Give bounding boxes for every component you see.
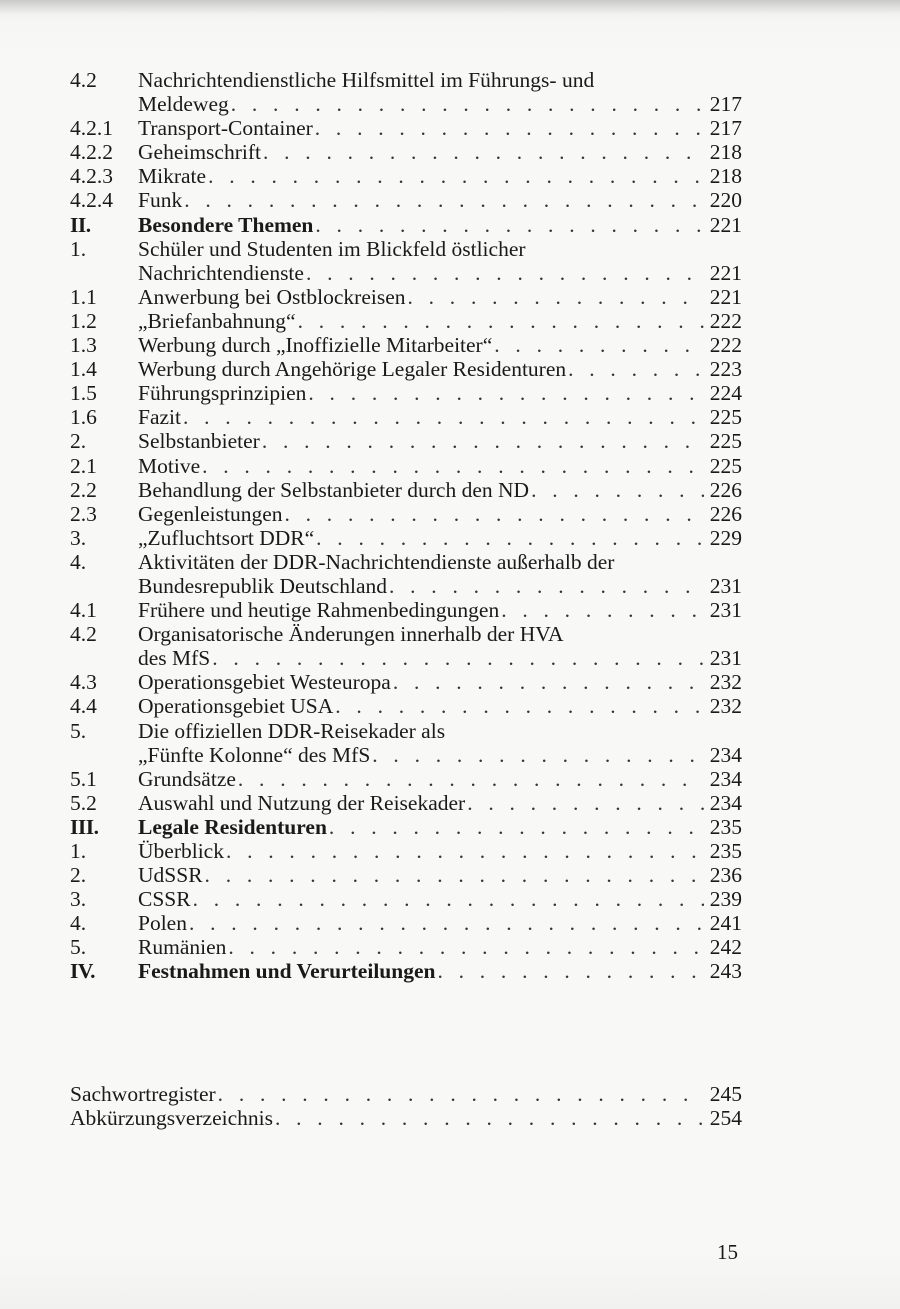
toc-entry-body <box>138 429 742 453</box>
toc-entry-line <box>138 598 742 622</box>
toc-entry-line <box>138 767 742 791</box>
toc-entry-page: 232 <box>709 670 742 695</box>
toc-entry-line <box>138 959 742 983</box>
toc-entry-title: Werbung durch Angehörige Legaler Residenturen <box>138 357 567 382</box>
toc-entry <box>70 429 742 453</box>
toc-entry-body <box>138 959 742 983</box>
toc-entry-title: Behandlung der Selbstanbieter durch den ND <box>138 477 530 502</box>
toc-entry-title: Grundsätze <box>138 766 236 791</box>
toc-entry-line <box>138 550 742 574</box>
dot-leader <box>261 140 704 164</box>
toc-entry-title: Nachrichtendienstliche Hilfsmittel im Führungs- und <box>138 68 595 92</box>
toc-entry-number: 5. <box>70 718 87 743</box>
toc-entry <box>70 863 742 887</box>
toc-entry-line <box>138 405 742 429</box>
toc-entry-line <box>138 261 742 285</box>
toc-entry-page: 234 <box>709 766 742 791</box>
toc-entry-number: 2. <box>70 429 87 454</box>
toc-entry-line <box>138 116 742 140</box>
toc-entry-title: Gegenleistungen <box>138 501 283 526</box>
toc-entry-body <box>138 767 742 791</box>
toc-entry-body <box>138 839 742 863</box>
toc-entry-number: 3. <box>70 525 87 550</box>
appendix-entry <box>70 1082 742 1106</box>
toc-entry-title: Selbstanbieter <box>138 429 260 454</box>
toc-entry-body <box>138 935 742 959</box>
toc-entry-line <box>138 502 742 526</box>
toc-entry-number: 4. <box>70 549 87 574</box>
dot-leader <box>314 526 704 550</box>
toc-entry-body <box>138 285 742 309</box>
toc-entry-body <box>138 887 742 911</box>
toc-entry-body <box>138 68 742 116</box>
dot-leader <box>529 478 704 502</box>
toc-entry <box>70 237 742 285</box>
toc-entry-line <box>138 791 742 815</box>
toc-entry-number: 5.1 <box>70 766 97 791</box>
toc-entry <box>70 68 742 116</box>
toc-entry-number: 1.4 <box>70 357 97 382</box>
toc-entry-page: 221 <box>709 212 742 237</box>
toc-entry-title: Legale Residenturen <box>138 814 327 839</box>
dot-leader <box>260 429 704 453</box>
toc-entry-body <box>138 478 742 502</box>
toc-entry <box>70 502 742 526</box>
toc-entry-body <box>138 213 742 237</box>
toc-entry <box>70 213 742 237</box>
toc-entry-page: 234 <box>709 742 742 767</box>
toc-entry-page: 231 <box>709 646 742 671</box>
dot-leader <box>313 116 704 140</box>
toc-entry-title: „Briefanbahnung“ <box>138 308 296 333</box>
toc-entry-title: „Fünfte Kolonne“ des MfS <box>138 742 371 767</box>
toc-entry-number: 4.2 <box>70 622 97 647</box>
dot-leader <box>492 333 704 357</box>
toc-entry-title: Besondere Themen <box>138 212 314 237</box>
toc-entry-number: 4.1 <box>70 598 97 623</box>
appendix-entry <box>70 1106 742 1130</box>
appendix-page: 254 <box>709 1106 742 1131</box>
toc-entry <box>70 791 742 815</box>
toc-entry <box>70 767 742 791</box>
toc-entry-number: 2.3 <box>70 501 97 526</box>
toc-entry-title: Rumänien <box>138 935 227 960</box>
toc-entry-title: des MfS <box>138 646 211 671</box>
toc-entry <box>70 935 742 959</box>
toc-entry-number: 1.3 <box>70 333 97 358</box>
toc-entry-page: 221 <box>709 284 742 309</box>
dot-leader <box>224 839 704 863</box>
dot-leader <box>499 598 704 622</box>
toc-entry-title: Anwerbung bei Ostblockreisen <box>138 284 406 309</box>
dot-leader <box>182 188 704 212</box>
appendix-list <box>70 1082 742 1130</box>
toc-entry-title: Fazit <box>138 405 181 430</box>
toc-entry <box>70 887 742 911</box>
toc-entry <box>70 598 742 622</box>
toc-entry-number: 4.3 <box>70 670 97 695</box>
toc-entry-body <box>138 381 742 405</box>
toc-entry-page: 235 <box>709 839 742 863</box>
appendix-line <box>70 1082 742 1106</box>
toc-entry-number: 2. <box>70 863 87 888</box>
toc-entry <box>70 839 742 863</box>
toc-entry-page: 218 <box>709 164 742 189</box>
toc-entry <box>70 164 742 188</box>
toc-entry-line <box>138 357 742 381</box>
toc-entry <box>70 959 742 983</box>
toc-entry <box>70 333 742 357</box>
page-number: 15 <box>717 1240 738 1264</box>
toc-entry-line <box>138 911 742 935</box>
toc-entry-number: 4.2.1 <box>70 116 113 141</box>
toc-entry-line <box>138 213 742 237</box>
toc-entry-number: 1.1 <box>70 284 97 309</box>
toc-entry-number: 1.5 <box>70 381 97 406</box>
toc-entry-page: 226 <box>709 501 742 526</box>
toc-entry-body <box>138 188 742 212</box>
toc-entry <box>70 478 742 502</box>
dot-leader <box>191 887 704 911</box>
table-of-contents <box>70 68 742 984</box>
toc-entry-title: „Zufluchtsort DDR“ <box>138 525 315 550</box>
toc-entry-number: 1. <box>70 839 87 863</box>
toc-entry <box>70 285 742 309</box>
dot-leader <box>200 454 704 478</box>
toc-entry-number: 4.2.4 <box>70 188 113 213</box>
toc-entry-line <box>138 622 742 646</box>
dot-leader <box>187 911 704 935</box>
toc-entry-number: 4.2 <box>70 68 97 92</box>
toc-entry-number: 1. <box>70 236 87 261</box>
toc-entry-number: 2.1 <box>70 453 97 478</box>
toc-entry-page: 225 <box>709 405 742 430</box>
scan-edge <box>0 0 900 14</box>
toc-entry-page: 226 <box>709 477 742 502</box>
toc-entry <box>70 381 742 405</box>
dot-leader <box>210 646 704 670</box>
toc-entry-title: UdSSR <box>138 863 203 888</box>
toc-entry-number: 2.2 <box>70 477 97 502</box>
dot-leader <box>333 694 704 718</box>
toc-entry-title: Auswahl und Nutzung der Reisekader <box>138 790 466 815</box>
dot-leader <box>203 863 704 887</box>
toc-entry-number: III. <box>70 814 99 839</box>
dot-leader <box>306 381 704 405</box>
toc-entry-body <box>138 719 742 767</box>
dot-leader <box>566 357 704 381</box>
toc-entry-page: 239 <box>709 887 742 912</box>
toc-entry-title: Führungsprinzipien <box>138 381 307 406</box>
toc-entry-number: 4. <box>70 911 87 936</box>
toc-entry-line <box>138 429 742 453</box>
toc-entry-line <box>138 935 742 959</box>
toc-entry-body <box>138 237 742 285</box>
toc-entry-page: 243 <box>709 959 742 984</box>
dot-leader <box>206 164 704 188</box>
toc-entry-number: 1.6 <box>70 405 97 430</box>
toc-entry-page: 241 <box>709 911 742 936</box>
toc-entry-number: IV. <box>70 959 95 984</box>
toc-entry-line <box>138 887 742 911</box>
toc-entry-page: 222 <box>709 333 742 358</box>
toc-entry-body <box>138 598 742 622</box>
toc-entry-title: Frühere und heutige Rahmenbedingungen <box>138 598 500 623</box>
toc-entry <box>70 116 742 140</box>
toc-entry <box>70 550 742 598</box>
dot-leader <box>370 743 704 767</box>
toc-entry-line <box>138 309 742 333</box>
toc-entry-number: 3. <box>70 887 87 912</box>
appendix-title: Abkürzungsverzeichnis <box>70 1106 273 1131</box>
toc-entry-title: Aktivitäten der DDR-Nachrichtendienste außerhalb der <box>138 549 615 574</box>
toc-entry-title: Meldeweg <box>138 92 229 117</box>
toc-entry-line <box>138 815 742 839</box>
toc-entry-title: Organisatorische Änderungen innerhalb der HVA <box>138 622 564 647</box>
toc-entry-page: 221 <box>709 260 742 285</box>
dot-leader <box>216 1082 704 1106</box>
toc-entry-page: 235 <box>709 814 742 839</box>
toc-entry <box>70 357 742 381</box>
toc-entry-line <box>138 526 742 550</box>
toc-entry-title: Funk <box>138 188 183 213</box>
toc-entry-line <box>138 285 742 309</box>
toc-entry-line <box>138 839 742 863</box>
toc-entry-title: Motive <box>138 453 201 478</box>
toc-entry-title: Transport-Container <box>138 116 313 141</box>
toc-entry <box>70 526 742 550</box>
toc-entry-number: 4.2.3 <box>70 164 113 189</box>
toc-entry-page: 229 <box>709 525 742 550</box>
toc-entry-body <box>138 911 742 935</box>
dot-leader <box>229 92 704 116</box>
toc-entry-line <box>138 333 742 357</box>
toc-entry <box>70 454 742 478</box>
dot-leader <box>304 261 704 285</box>
toc-entry-page: 218 <box>709 140 742 165</box>
toc-entry-line <box>138 381 742 405</box>
toc-entry-line <box>138 863 742 887</box>
dot-leader <box>387 574 704 598</box>
toc-entry-page: 217 <box>709 92 742 117</box>
toc-entry-page: 242 <box>709 935 742 960</box>
dot-leader <box>236 767 704 791</box>
toc-entry-body <box>138 815 742 839</box>
toc-entry-title: Geheimschrift <box>138 140 261 165</box>
toc-entry-title: Werbung durch „Inoffizielle Mitarbeiter“ <box>138 333 493 358</box>
dot-leader <box>181 405 704 429</box>
toc-entry-body <box>138 164 742 188</box>
toc-entry-page: 234 <box>709 790 742 815</box>
toc-entry-page: 224 <box>709 381 742 406</box>
toc-entry-title: Überblick <box>138 839 224 863</box>
toc-entry-title: Festnahmen und Verurteilungen <box>138 959 436 984</box>
toc-entry-body <box>138 405 742 429</box>
toc-entry-number: 5.2 <box>70 790 97 815</box>
toc-entry-body <box>138 791 742 815</box>
toc-entry-body <box>138 454 742 478</box>
toc-entry-body <box>138 550 742 598</box>
dot-leader <box>406 285 705 309</box>
toc-entry-body <box>138 357 742 381</box>
appendix-line <box>70 1106 742 1130</box>
toc-entry-line <box>138 646 742 670</box>
toc-entry-body <box>138 309 742 333</box>
toc-entry-title: CSSR <box>138 887 191 912</box>
toc-entry-title: Die offiziellen DDR-Reisekader als <box>138 718 446 743</box>
toc-entry-body <box>138 863 742 887</box>
dot-leader <box>391 670 704 694</box>
toc-entry-number: 4.4 <box>70 694 97 719</box>
toc-entry-line <box>138 140 742 164</box>
toc-entry <box>70 405 742 429</box>
toc-entry <box>70 622 742 670</box>
toc-entry-body <box>138 526 742 550</box>
toc-entry-body <box>138 670 742 694</box>
toc-entry-title: Operationsgebiet Westeuropa <box>138 670 391 695</box>
appendix-title: Sachwortregister <box>70 1082 216 1106</box>
toc-entry <box>70 719 742 767</box>
dot-leader <box>327 815 704 839</box>
toc-entry <box>70 309 742 333</box>
toc-entry-line <box>138 694 742 718</box>
toc-entry-page: 231 <box>709 598 742 623</box>
toc-entry-body <box>138 622 742 670</box>
toc-entry-line <box>138 68 742 92</box>
toc-entry-page: 231 <box>709 573 742 598</box>
toc-entry-title: Polen <box>138 911 187 936</box>
toc-entry <box>70 694 742 718</box>
appendix-page: 245 <box>709 1082 742 1106</box>
dot-leader <box>296 309 704 333</box>
toc-entry-title: Schüler und Studenten im Blickfeld östlicher <box>138 236 526 261</box>
toc-entry-line <box>138 164 742 188</box>
toc-entry-number: 1.2 <box>70 308 97 333</box>
toc-entry-body <box>138 116 742 140</box>
toc-entry-line <box>138 188 742 212</box>
toc-entry-title: Bundesrepublik Deutschland <box>138 573 387 598</box>
toc-entry-page: 223 <box>709 357 742 382</box>
toc-entry-line <box>138 478 742 502</box>
toc-entry-page: 236 <box>709 863 742 888</box>
toc-entry-line <box>138 743 742 767</box>
toc-entry-page: 225 <box>709 429 742 454</box>
dot-leader <box>435 959 704 983</box>
toc-entry <box>70 815 742 839</box>
toc-entry-body <box>138 502 742 526</box>
toc-entry-page: 232 <box>709 694 742 719</box>
toc-entry-page: 222 <box>709 308 742 333</box>
toc-entry-title: Mikrate <box>138 164 207 189</box>
toc-entry <box>70 911 742 935</box>
dot-leader <box>273 1106 704 1130</box>
toc-entry-line <box>138 670 742 694</box>
dot-leader <box>283 502 705 526</box>
toc-entry-line <box>138 454 742 478</box>
toc-entry-title: Operationsgebiet USA <box>138 694 334 719</box>
toc-entry <box>70 188 742 212</box>
toc-entry-line <box>138 237 742 261</box>
toc-entry-number: II. <box>70 212 91 237</box>
toc-entry <box>70 670 742 694</box>
dot-leader <box>313 213 704 237</box>
toc-entry-line <box>138 574 742 598</box>
toc-entry-number: 4.2.2 <box>70 140 113 165</box>
toc-entry-body <box>138 333 742 357</box>
toc-entry-line <box>138 92 742 116</box>
toc-entry-page: 225 <box>709 453 742 478</box>
toc-entry-page: 217 <box>709 116 742 141</box>
toc-entry-title: Nachrichtendienste <box>138 260 304 285</box>
toc-entry-line <box>138 719 742 743</box>
toc-entry-body <box>138 140 742 164</box>
toc-entry-page: 220 <box>709 188 742 213</box>
dot-leader <box>465 791 704 815</box>
toc-entry-body <box>138 694 742 718</box>
toc-entry-number: 5. <box>70 935 87 960</box>
dot-leader <box>226 935 704 959</box>
toc-entry <box>70 140 742 164</box>
